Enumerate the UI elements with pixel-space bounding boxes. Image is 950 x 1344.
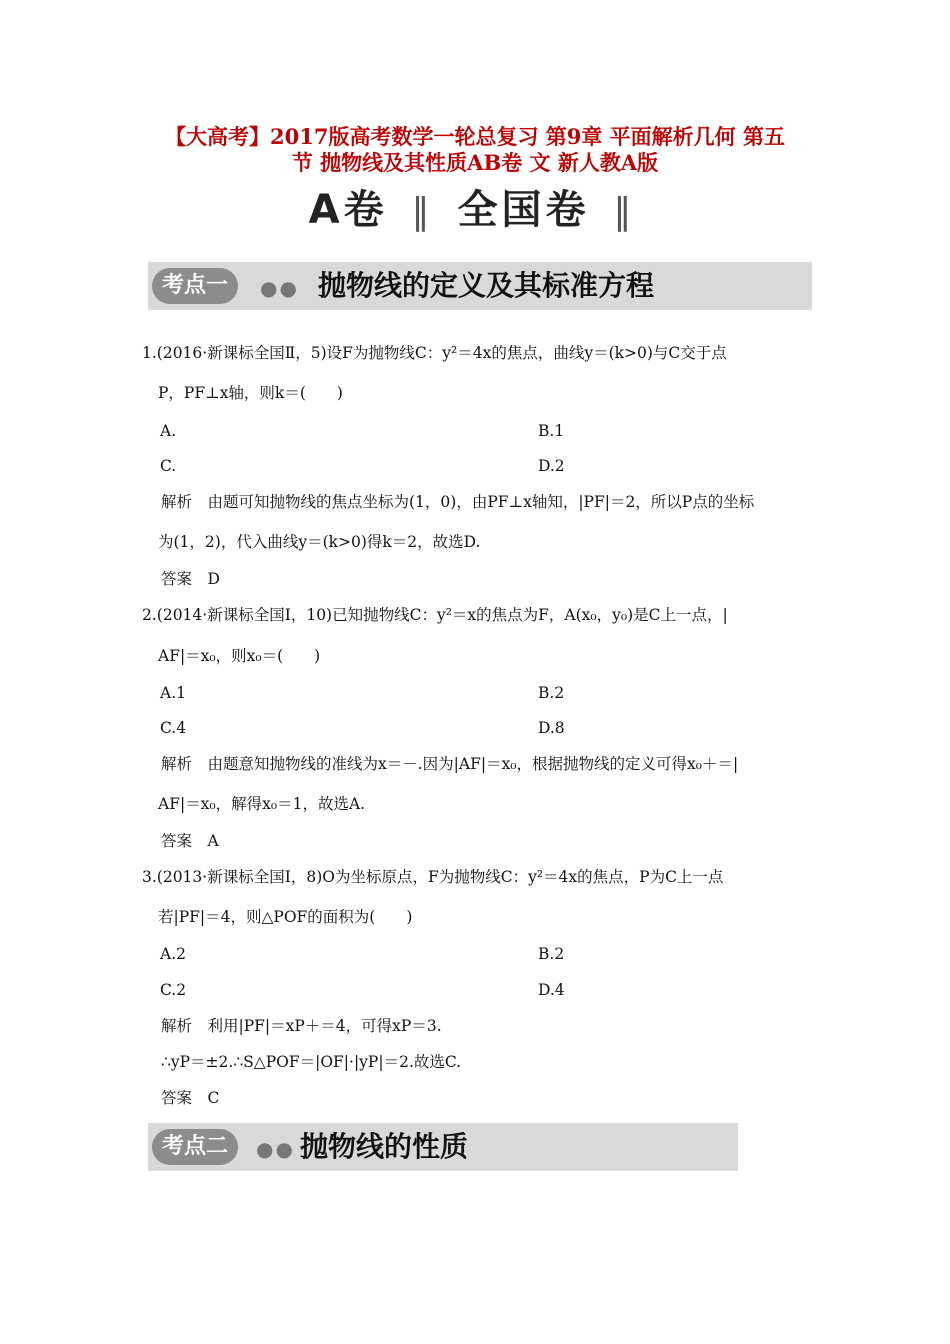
question-3-stem-cont: 若|PF|＝4，则△POF的面积为( ) (158, 908, 413, 926)
dots-icon: ●● (260, 276, 299, 300)
banner-right: 全国卷 (457, 187, 590, 233)
paper-banner (0, 178, 950, 235)
question-1-option-d: D.2 (538, 457, 565, 475)
question-2-stem: 2.(2014·新课标全国Ⅰ，10)已知抛物线C：y²＝x的焦点为F，A(x₀，y₀)是C上一点，| (142, 606, 728, 624)
question-1-option-b: B.1 (538, 422, 565, 440)
question-1-stem: 1.(2016·新课标全国Ⅱ，5)设F为抛物线C：y²＝4x的焦点，曲线y＝(k>0)与C交于点 (142, 344, 727, 362)
question-2-option-d: D.8 (538, 719, 565, 737)
section-tag: 考点二 (152, 1129, 238, 1165)
question-2-option-b: B.2 (538, 684, 565, 702)
question-2-analysis: 解析 由题意知抛物线的准线为x＝－.因为|AF|＝x₀，根据抛物线的定义可得x₀＋＝| (161, 755, 739, 773)
banner-separator: ‖ (411, 191, 434, 232)
question-2-analysis-cont: AF|＝x₀，解得x₀＝1，故选A. (158, 795, 366, 813)
question-2-option-c: C.4 (160, 719, 187, 737)
question-3-stem: 3.(2013·新课标全国Ⅰ，8)O为坐标原点，F为抛物线C：y²＝4x的焦点，P为C上一点 (142, 868, 724, 886)
section-header-2 (148, 1123, 738, 1171)
question-2-stem-cont: AF|＝x₀，则x₀＝( ) (158, 647, 321, 665)
banner-separator-2: ‖ (613, 191, 636, 232)
question-2-answer: 答案 A (161, 832, 219, 850)
question-1-option-a: A. (160, 422, 177, 440)
question-3-option-b: B.2 (538, 945, 565, 963)
dots-icon: ●● (256, 1137, 295, 1161)
question-1-option-c: C. (160, 457, 177, 475)
section-tag: 考点一 (152, 268, 238, 304)
section-header-1 (148, 262, 812, 310)
title-line-2: 节 抛物线及其性质AB卷 文 新人教A版 (291, 150, 659, 175)
question-1-answer: 答案 D (161, 570, 220, 588)
question-3-answer: 答案 C (161, 1089, 220, 1107)
banner-left: A卷 (308, 187, 388, 233)
question-3-option-c: C.2 (160, 981, 187, 999)
question-3-analysis-cont: ∴yP＝±2.∴S△POF＝|OF|·|yP|＝2.故选C. (161, 1053, 462, 1071)
question-3-option-a: A.2 (160, 945, 186, 963)
question-2-option-a: A.1 (160, 684, 186, 702)
question-3-analysis: 解析 利用|PF|＝xP＋＝4，可得xP＝3. (161, 1017, 442, 1035)
question-1-analysis-cont: 为(1，2)，代入曲线y＝(k>0)得k＝2，故选D. (158, 533, 481, 551)
title-line-1: 【大高考】2017版高考数学一轮总复习 第9章 平面解析几何 第五 (165, 124, 785, 149)
question-1-analysis: 解析 由题可知抛物线的焦点坐标为(1，0)，由PF⊥x轴知，|PF|＝2，所以P点的坐标 (161, 493, 755, 511)
question-3-option-d: D.4 (538, 981, 565, 999)
section-heading: 抛物线的定义及其标准方程 (318, 269, 655, 302)
document-title (110, 124, 840, 176)
question-1-stem-cont: P，PF⊥x轴，则k＝( ) (158, 384, 343, 402)
section-heading: 抛物线的性质 (300, 1130, 469, 1163)
